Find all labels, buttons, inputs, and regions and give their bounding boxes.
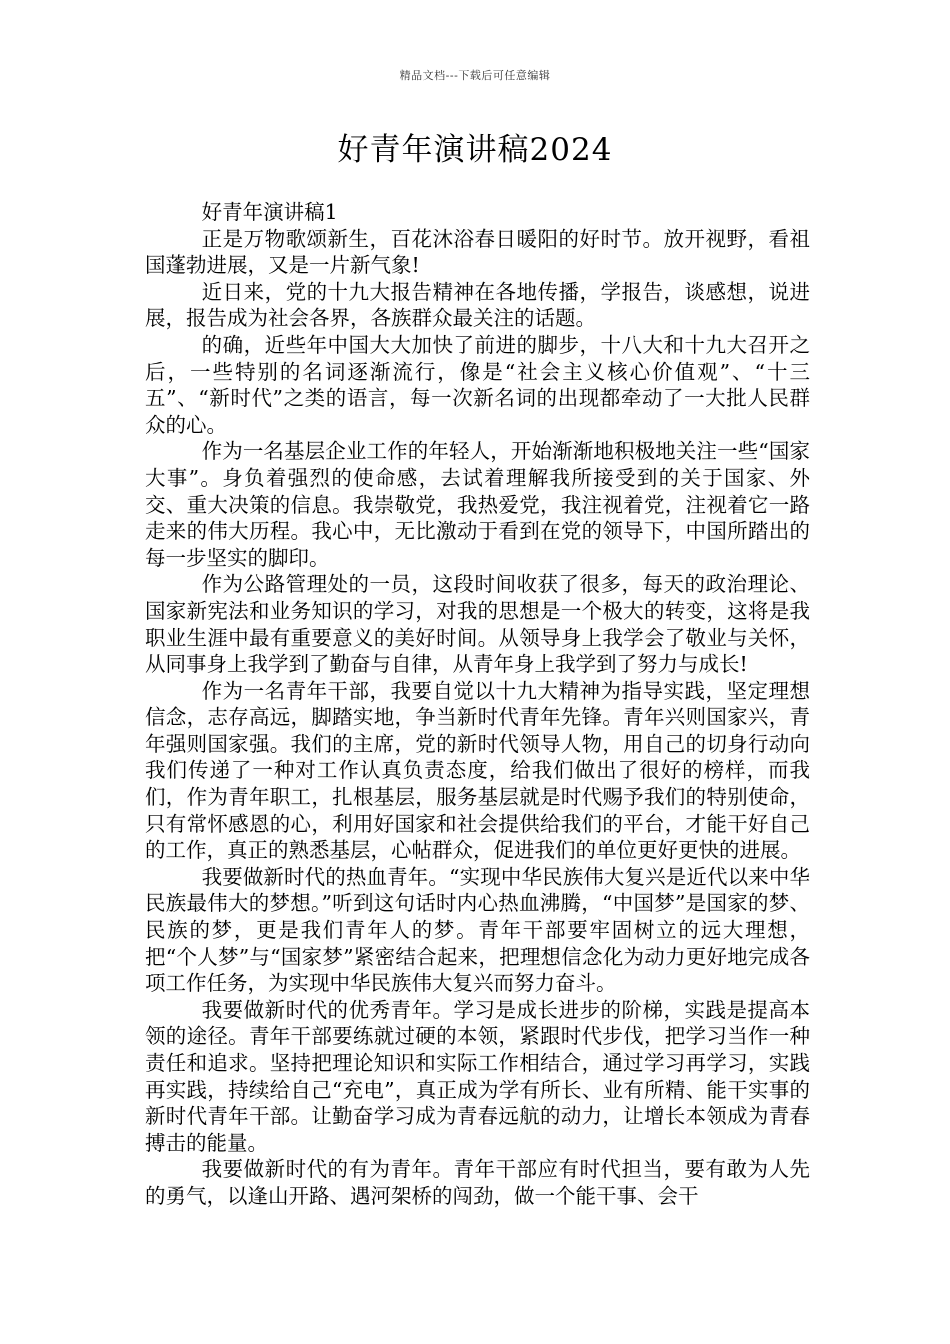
- document-body: [145, 199, 810, 1210]
- header-note: 精品文档---下载后可任意编辑: [399, 69, 551, 82]
- paragraph: 我要做新时代的有为青年。青年干部应有时代担当，要有敢为人先的勇气，以逢山开路、遇河架桥的闯劲，做一个能干事、会干: [145, 1157, 810, 1208]
- paragraph: 近日来，党的十九大报告精神在各地传播，学报告，谈感想，说进展，报告成为社会各界，各族群众最关注的话题。: [145, 279, 810, 331]
- paragraph: 的确，近些年中国大大加快了前进的脚步，十八大和十九大召开之后，一些特别的名词逐渐流行，像是“社会主义核心价值观”、“十三五”、“新时代”之类的语言，每一次新名词的出现都牵动了一大批人民群众的心。: [145, 332, 810, 437]
- paragraph: 我要做新时代的优秀青年。学习是成长进步的阶梯，实践是提高本领的途径。青年干部要练就过硬的本领，紧跟时代步伐，把学习当作一种责任和追求。坚持把理论知识和实际工作相结合，通过学习再学习，实践再实践，持续给自己“充电”，真正成为学有所长、业有所精、能干实事的新时代青年干部。让勤奋学习成为青春远航的动力，让增长本领成为青春搏击的能量。: [145, 997, 810, 1155]
- paragraph: 作为一名青年干部，我要自觉以十九大精神为指导实践，坚定理想信念，志存高远，脚踏实地，争当新时代青年先锋。青年兴则国家兴，青年强则国家强。我们的主席，党的新时代领导人物，用自己的切身行动向我们传递了一种对工作认真负责态度，给我们做出了很好的榜样，而我们，作为青年职工，扎根基层，服务基层就是时代赐予我们的特别使命，只有常怀感恩的心，利用好国家和社会提供给我们的平台，才能干好自己的工作，真正的熟悉基层，心帖群众，促进我们的单位更好更快的进展。: [145, 678, 810, 863]
- section-subtitle: 好青年演讲稿1: [201, 200, 338, 224]
- paragraph: 我要做新时代的热血青年。“实现中华民族伟大复兴是近代以来中华民族最伟大的梦想。”听到这句话时内心热血沸腾，“中国梦”是国家的梦、民族的梦，更是我们青年人的梦。青年干部要牢固树立的远大理想，把“个人梦”与“国家梦”紧密结合起来，把理想信念化为动力更好地完成各项工作任务，为实现中华民族伟大复兴而努力奋斗。: [145, 864, 810, 996]
- paragraph: 作为一名基层企业工作的年轻人，开始渐渐地积极地关注一些“国家大事”。身负着强烈的使命感，去试着理解我所接受到的关于国家、外交、重大决策的信息。我崇敬党，我热爱党，我注视着党，注视着它一路走来的伟大历程。我心中，无比激动于看到在党的领导下，中国所踏出的每一步坚实的脚印。: [145, 439, 810, 570]
- paragraph: 正是万物歌颂新生，百花沐浴春日暖阳的好时节。放开视野，看祖国蓬勃进展，又是一片新气象!: [145, 226, 810, 278]
- document-title: 好青年演讲稿2024: [337, 132, 613, 168]
- paragraph: 作为公路管理处的一员，这段时间收获了很多，每天的政治理论、国家新宪法和业务知识的学习，对我的思想是一个极大的转变，这将是我职业生涯中最有重要意义的美好时间。从领导身上我学会了敬业与关怀，从同事身上我学到了勤奋与自律，从青年身上我学到了努力与成长!: [145, 572, 810, 677]
